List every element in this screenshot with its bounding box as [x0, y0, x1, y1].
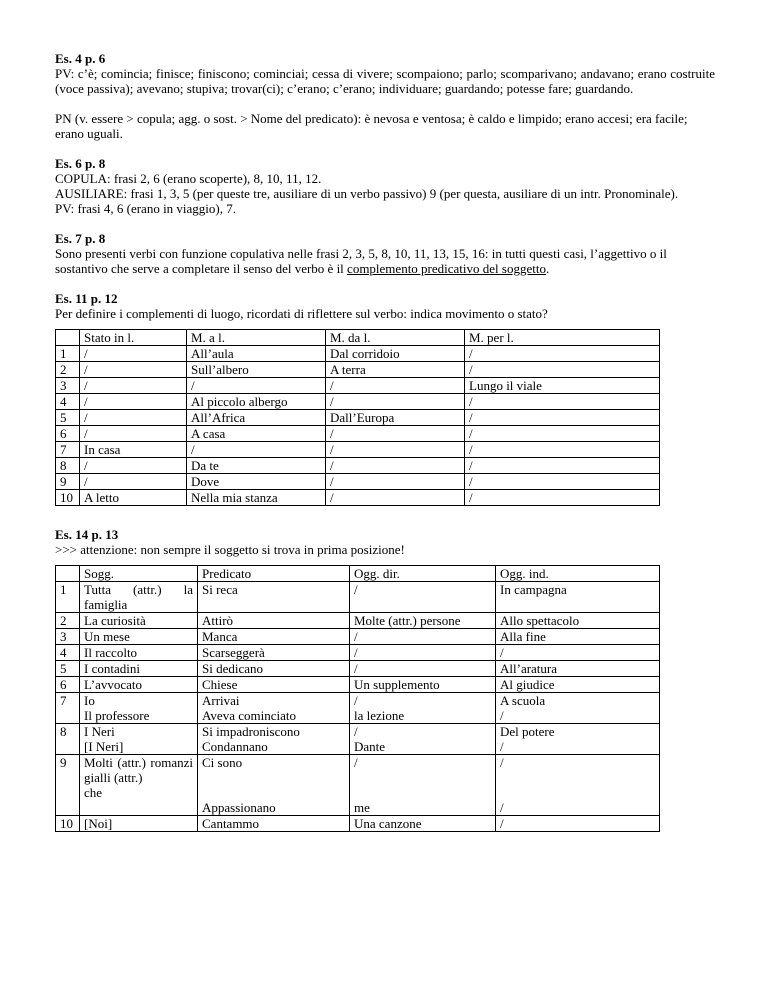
table-cell: / — [187, 378, 326, 394]
table-row — [56, 582, 660, 613]
table-cell: All’Africa — [187, 410, 326, 426]
pv-line: PV: frasi 4, 6 (erano in viaggio), 7. — [55, 201, 236, 216]
table-row — [56, 629, 660, 645]
cell-line: me — [354, 800, 370, 815]
table-cell: Tutta (attr.) la famiglia — [80, 582, 198, 613]
table-cell: Allo spettacolo — [496, 613, 660, 629]
table-cell: / — [326, 458, 465, 474]
table-cell: 9 — [56, 755, 80, 816]
table-cell — [496, 724, 660, 755]
table-header-row — [56, 330, 660, 346]
table-header-cell: Stato in l. — [80, 330, 187, 346]
table-cell: / — [80, 378, 187, 394]
table-cell: / — [326, 394, 465, 410]
cell-line — [500, 770, 655, 785]
table-cell: Da te — [187, 458, 326, 474]
table-row — [56, 346, 660, 362]
table-cell — [80, 724, 198, 755]
table-cell: / — [326, 490, 465, 506]
analisi-table — [55, 565, 660, 832]
table-cell: / — [350, 661, 496, 677]
cell-line: la lezione — [354, 708, 405, 723]
table-cell: Al giudice — [496, 677, 660, 693]
section-es6 — [55, 156, 715, 216]
table-cell — [350, 693, 496, 724]
cell-line: che — [84, 785, 103, 800]
table-cell: / — [465, 346, 660, 362]
table-cell: / — [326, 426, 465, 442]
table-row — [56, 378, 660, 394]
table-cell: / — [80, 362, 187, 378]
table-cell: 7 — [56, 442, 80, 458]
cell-line — [354, 770, 491, 785]
table-cell: / — [80, 346, 187, 362]
table-cell: Manca — [198, 629, 350, 645]
table-cell: Un supplemento — [350, 677, 496, 693]
table-cell: Dal corridoio — [326, 346, 465, 362]
table-cell: 2 — [56, 613, 80, 629]
table-row — [56, 362, 660, 378]
table-cell: Il raccolto — [80, 645, 198, 661]
table-cell — [198, 693, 350, 724]
section-title: Es. 6 p. 8 — [55, 156, 106, 171]
table-header-cell: Sogg. — [80, 566, 198, 582]
table-cell: / — [465, 426, 660, 442]
cell-line: Molti (attr.) romanzi gialli (attr.) — [84, 755, 193, 785]
table-header-cell — [56, 566, 80, 582]
table-cell: 3 — [56, 629, 80, 645]
table-cell: Sull’albero — [187, 362, 326, 378]
cell-line: / — [354, 724, 358, 739]
section-es7 — [55, 231, 715, 276]
table-cell: / — [326, 442, 465, 458]
pv-list: PV: c’è; comincia; finisce; finiscono; cominciai; cessa di vivere; scompaiono; parlo; scomparivano; andavano; erano costruite (voce passiva); avevano; stupiva; trovar(ci); c’erano; c’erano; individuare; guardando; potesse fare; guardando. — [55, 66, 715, 96]
cell-line: / — [500, 708, 504, 723]
table-cell: / — [465, 474, 660, 490]
cell-line: Si impadroniscono — [202, 724, 300, 739]
table-cell: Scarseggerà — [198, 645, 350, 661]
table-cell: 10 — [56, 816, 80, 832]
table-header-cell: Ogg. ind. — [496, 566, 660, 582]
table-cell: / — [350, 629, 496, 645]
cell-line: A scuola — [500, 693, 546, 708]
table-cell: / — [187, 442, 326, 458]
table-row — [56, 645, 660, 661]
es14-intro: >>> attenzione: non sempre il soggetto si trova in prima posizione! — [55, 542, 405, 557]
table-cell: Nella mia stanza — [187, 490, 326, 506]
table-cell: / — [326, 474, 465, 490]
cell-line: Del potere — [500, 724, 555, 739]
table-row — [56, 474, 660, 490]
cell-line: / — [500, 755, 504, 770]
document-page — [55, 51, 715, 832]
table-cell: Lungo il viale — [465, 378, 660, 394]
table-row — [56, 613, 660, 629]
table-cell: / — [465, 394, 660, 410]
table-cell: / — [465, 362, 660, 378]
table-cell: Attirò — [198, 613, 350, 629]
table-row — [56, 426, 660, 442]
cell-line: I Neri — [84, 724, 115, 739]
table-row — [56, 442, 660, 458]
table-cell: I contadini — [80, 661, 198, 677]
table-cell: 2 — [56, 362, 80, 378]
table-cell: 9 — [56, 474, 80, 490]
table-row — [56, 755, 660, 816]
table-cell: Alla fine — [496, 629, 660, 645]
table-cell — [80, 755, 198, 816]
table-cell: / — [465, 442, 660, 458]
table-cell: / — [465, 410, 660, 426]
table-cell: In campagna — [496, 582, 660, 613]
luogo-table — [55, 329, 660, 506]
cell-line: / — [354, 693, 358, 708]
table-cell: Si dedicano — [198, 661, 350, 677]
cell-line: Ci sono — [202, 755, 243, 770]
cell-line — [500, 785, 655, 800]
cell-line: Il professore — [84, 708, 150, 723]
table-cell — [496, 755, 660, 816]
table-cell: / — [465, 490, 660, 506]
table-cell — [350, 724, 496, 755]
table-row — [56, 458, 660, 474]
ausiliare-line: AUSILIARE: frasi 1, 3, 5 (per queste tre, ausiliare di un verbo passivo) 9 (per questa, ausiliare di un intr. Pronominale). — [55, 186, 679, 201]
cell-line: Appassionano — [202, 800, 276, 815]
cell-line: Arrivai — [202, 693, 240, 708]
table-cell: 8 — [56, 458, 80, 474]
section-es4 — [55, 51, 715, 141]
table-cell: 1 — [56, 582, 80, 613]
cell-line — [202, 770, 345, 785]
table-cell: [Noi] — [80, 816, 198, 832]
cell-line: Io — [84, 693, 95, 708]
section-es14 — [55, 527, 715, 832]
cell-line — [202, 785, 345, 800]
section-title: Es. 4 p. 6 — [55, 51, 106, 66]
cell-line — [354, 785, 491, 800]
table-cell: Al piccolo albergo — [187, 394, 326, 410]
table-header-cell: Predicato — [198, 566, 350, 582]
table-cell: Un mese — [80, 629, 198, 645]
table-cell: / — [80, 426, 187, 442]
table-cell — [80, 693, 198, 724]
table-header-cell: M. da l. — [326, 330, 465, 346]
table-header-cell: M. a l. — [187, 330, 326, 346]
table-cell: Chiese — [198, 677, 350, 693]
table-cell: Una canzone — [350, 816, 496, 832]
cell-line: Aveva cominciato — [202, 708, 296, 723]
table-cell: 6 — [56, 677, 80, 693]
pn-list: PN (v. essere > copula; agg. o sost. > Nome del predicato): è nevosa e ventosa; è caldo e limpido; erano accesi; era facile; erano uguali. — [55, 111, 688, 141]
es7-text — [55, 246, 715, 276]
cell-line: [I Neri] — [84, 739, 124, 754]
cell-line: / — [500, 800, 504, 815]
section-title: Es. 11 p. 12 — [55, 291, 118, 306]
table-cell: / — [496, 816, 660, 832]
table-cell: 6 — [56, 426, 80, 442]
table-row — [56, 724, 660, 755]
table-cell: A terra — [326, 362, 465, 378]
table-cell: La curiosità — [80, 613, 198, 629]
table-cell: In casa — [80, 442, 187, 458]
table-cell: All’aula — [187, 346, 326, 362]
table-row — [56, 490, 660, 506]
table-cell: 3 — [56, 378, 80, 394]
table-cell: Cantammo — [198, 816, 350, 832]
table-cell: Dall’Europa — [326, 410, 465, 426]
table-cell: / — [80, 458, 187, 474]
table-cell: / — [350, 582, 496, 613]
table-cell: 4 — [56, 394, 80, 410]
table-cell: A letto — [80, 490, 187, 506]
table-cell: L’avvocato — [80, 677, 198, 693]
es11-intro: Per definire i complementi di luogo, ricordati di riflettere sul verbo: indica movimento o stato? — [55, 306, 548, 321]
table-cell: 7 — [56, 693, 80, 724]
table-header-cell — [56, 330, 80, 346]
table-cell — [198, 724, 350, 755]
es7-text-after: . — [545, 261, 550, 276]
cell-line: Dante — [354, 739, 386, 754]
section-es11 — [55, 291, 715, 506]
table-cell: Molte (attr.) persone — [350, 613, 496, 629]
table-cell: / — [80, 474, 187, 490]
copula-line: COPULA: frasi 2, 6 (erano scoperte), 8, 10, 11, 12. — [55, 171, 322, 186]
table-cell — [350, 755, 496, 816]
table-cell: / — [465, 458, 660, 474]
table-header-cell: M. per l. — [465, 330, 660, 346]
table-cell: 4 — [56, 645, 80, 661]
table-cell: Si reca — [198, 582, 350, 613]
table-row — [56, 677, 660, 693]
table-cell: 1 — [56, 346, 80, 362]
table-cell: / — [496, 645, 660, 661]
table-row — [56, 816, 660, 832]
table-cell: 5 — [56, 410, 80, 426]
table-row — [56, 394, 660, 410]
table-cell: 10 — [56, 490, 80, 506]
table-row — [56, 693, 660, 724]
section-title: Es. 7 p. 8 — [55, 231, 106, 246]
cell-line: / — [354, 755, 358, 770]
table-cell: 8 — [56, 724, 80, 755]
cell-line: / — [500, 739, 504, 754]
table-cell — [496, 693, 660, 724]
table-cell: / — [326, 378, 465, 394]
table-row — [56, 661, 660, 677]
table-row — [56, 410, 660, 426]
table-cell: 5 — [56, 661, 80, 677]
es7-text-before: Sono presenti verbi con funzione copulativa nelle frasi 2, 3, 5, 8, 10, 11, 13, 15, 16: in tutti questi casi, l’aggettivo o il sostantivo che serve a completare il senso del verbo è il — [55, 246, 667, 276]
section-title: Es. 14 p. 13 — [55, 527, 119, 542]
table-cell — [198, 755, 350, 816]
table-header-cell: Ogg. dir. — [350, 566, 496, 582]
es7-underlined-term: complemento predicativo del soggetto — [347, 261, 546, 276]
table-cell: All’aratura — [496, 661, 660, 677]
table-cell: Dove — [187, 474, 326, 490]
cell-line: Condannano — [202, 739, 268, 754]
table-cell: / — [80, 394, 187, 410]
table-cell: A casa — [187, 426, 326, 442]
table-cell: / — [350, 645, 496, 661]
table-header-row — [56, 566, 660, 582]
table-cell: / — [80, 410, 187, 426]
